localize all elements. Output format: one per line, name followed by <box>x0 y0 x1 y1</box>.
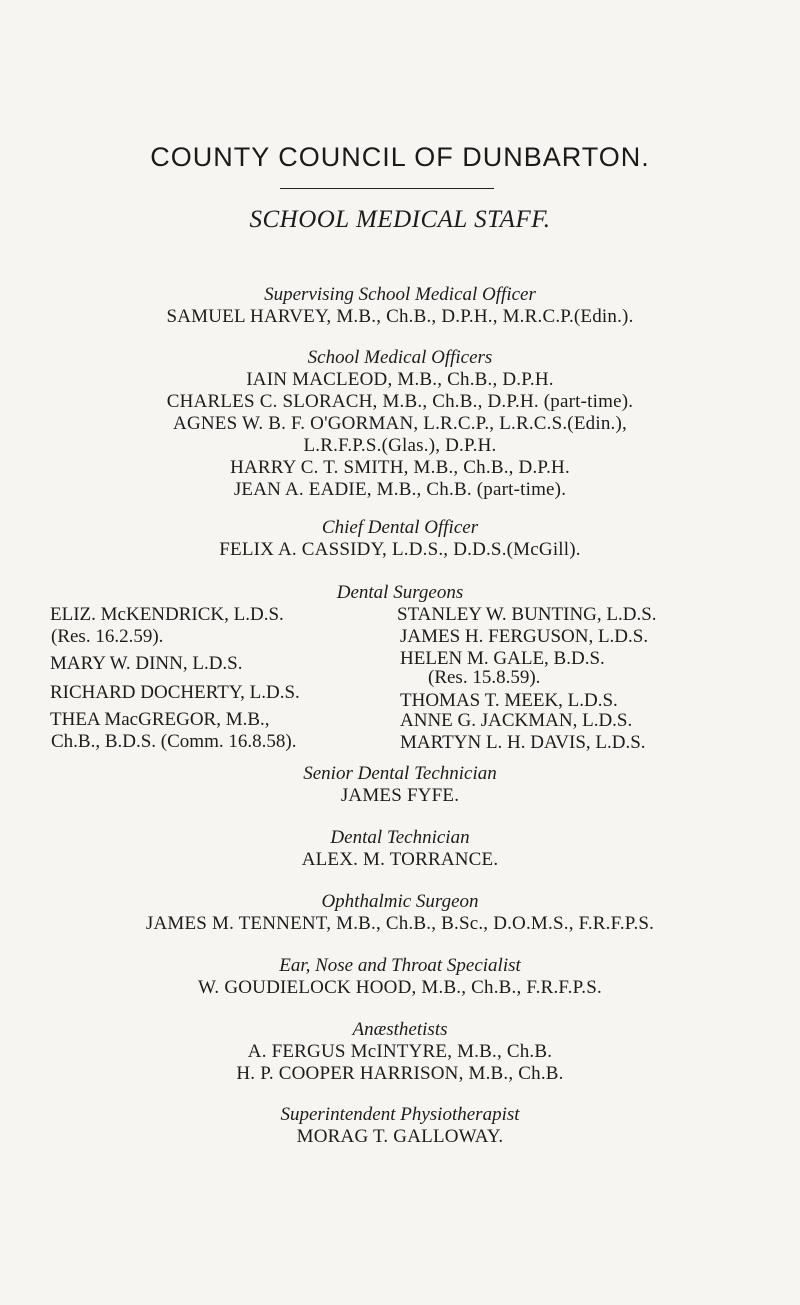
staff-name: ANNE G. JACKMAN, L.D.S. <box>400 710 633 731</box>
staff-name: RICHARD DOCHERTY, L.D.S. <box>50 682 300 703</box>
section-role: Dental Surgeons <box>336 582 464 603</box>
staff-name: FELIX A. CASSIDY, L.D.S., D.D.S.(McGill). <box>219 539 581 560</box>
senior-dental-technician-section <box>0 763 800 807</box>
staff-name: JAMES M. TENNENT, M.B., Ch.B., B.Sc., D.O.M.S., F.R.F.P.S. <box>145 913 655 934</box>
anaesthetists-section <box>0 1019 800 1085</box>
staff-name: HARRY C. T. SMITH, M.B., Ch.B., D.P.H. <box>230 457 570 478</box>
staff-name: SAMUEL HARVEY, M.B., Ch.B., D.P.H., M.R.C.P.(Edin.). <box>166 306 634 327</box>
section-role: Dental Technician <box>330 827 470 848</box>
section-role: Senior Dental Technician <box>303 763 497 784</box>
staff-name: JEAN A. EADIE, M.B., Ch.B. (part-time). <box>233 479 567 500</box>
staff-note: (Res. 16.2.59). <box>51 626 164 647</box>
ophthalmic-surgeon-section <box>0 891 800 935</box>
staff-name-continued: Ch.B., B.D.S. (Comm. 16.8.58). <box>51 731 297 752</box>
staff-name-continued: L.R.F.P.S.(Glas.), D.P.H. <box>303 435 497 456</box>
staff-name: AGNES W. B. F. O'GORMAN, L.R.C.P., L.R.C.S.(Edin.), <box>173 413 627 434</box>
staff-name: MARTYN L. H. DAVIS, L.D.S. <box>400 732 646 753</box>
staff-name: THOMAS T. MEEK, L.D.S. <box>400 690 618 711</box>
staff-name: ALEX. M. TORRANCE. <box>301 849 499 870</box>
section-role: Supervising School Medical Officer <box>264 284 536 305</box>
staff-name: H. P. COOPER HARRISON, M.B., Ch.B. <box>236 1063 564 1084</box>
staff-name: IAIN MACLEOD, M.B., Ch.B., D.P.H. <box>246 369 554 390</box>
staff-name: HELEN M. GALE, B.D.S. <box>400 648 605 669</box>
section-role: Anæsthetists <box>352 1019 448 1040</box>
school-medical-officers-section <box>0 347 800 501</box>
section-role: School Medical Officers <box>307 347 493 368</box>
staff-note: (Res. 15.8.59). <box>428 667 541 688</box>
staff-heading: SCHOOL MEDICAL STAFF. <box>249 206 551 233</box>
staff-name: MARY W. DINN, L.D.S. <box>50 653 243 674</box>
staff-name: THEA MacGREGOR, M.B., <box>50 709 270 730</box>
staff-name: JAMES FYFE. <box>340 785 460 806</box>
staff-name: STANLEY W. BUNTING, L.D.S. <box>397 604 657 625</box>
dental-surgeons-heading <box>0 582 800 604</box>
supervising-officer-section <box>0 284 800 328</box>
staff-name: MORAG T. GALLOWAY. <box>296 1126 504 1147</box>
section-role: Ophthalmic Surgeon <box>321 891 479 912</box>
physiotherapist-section <box>0 1104 800 1148</box>
chief-dental-officer-section <box>0 517 800 561</box>
council-title: COUNTY COUNCIL OF DUNBARTON. <box>150 142 650 172</box>
staff-name: CHARLES C. SLORACH, M.B., Ch.B., D.P.H. (part-time). <box>166 391 634 412</box>
section-role: Chief Dental Officer <box>321 517 479 538</box>
staff-name: ELIZ. McKENDRICK, L.D.S. <box>50 604 284 625</box>
title-divider <box>280 188 494 189</box>
dental-technician-section <box>0 827 800 871</box>
ent-specialist-section <box>0 955 800 999</box>
section-role: Ear, Nose and Throat Specialist <box>279 955 521 976</box>
staff-name: JAMES H. FERGUSON, L.D.S. <box>400 626 649 647</box>
section-role: Superintendent Physiotherapist <box>280 1104 520 1125</box>
staff-name: W. GOUDIELOCK HOOD, M.B., Ch.B., F.R.F.P.S. <box>198 977 602 998</box>
staff-name: A. FERGUS McINTYRE, M.B., Ch.B. <box>247 1041 553 1062</box>
